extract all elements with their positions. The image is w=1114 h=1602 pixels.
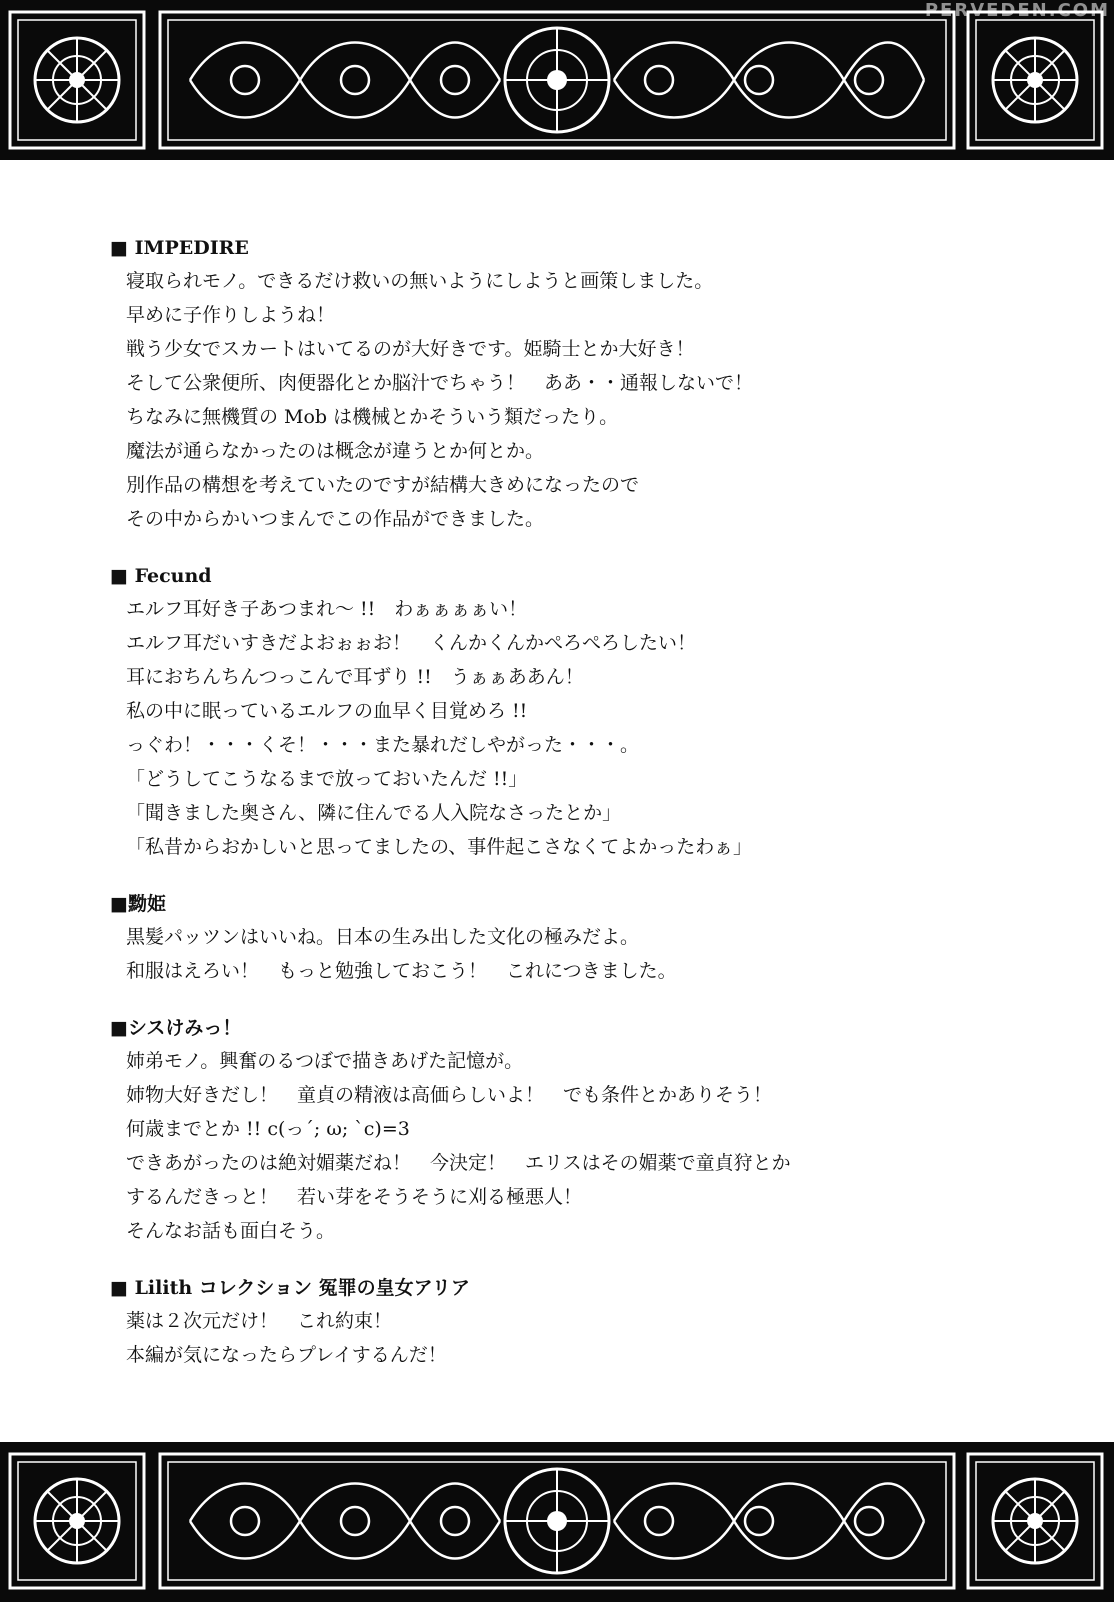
section-heading: ■ Fecund	[110, 565, 212, 587]
bottom-ornamental-border	[0, 1442, 1114, 1602]
text-line: 薬は２次元だけ！ これ約束！	[126, 1310, 393, 1332]
text-line: 耳におちんちんつっこんで耳ずり !! うぁぁああん！	[126, 666, 584, 688]
section-heading: ■シスけみっ！	[110, 1017, 242, 1039]
section-kurohime	[110, 888, 1010, 988]
top-ornamental-border	[0, 0, 1114, 160]
text-line: 寝取られモノ。できるだけ救いの無いようにしようと画策しました。	[126, 270, 714, 292]
text-line: 別作品の構想を考えていたのですが結構大きめになったので	[126, 474, 640, 496]
text-line: 早めに子作りしようね！	[126, 304, 336, 326]
text-line: っぐわ！・・・くそ！・・・また暴れだしやがった・・・。	[126, 734, 640, 756]
section-siskemi	[110, 1012, 1010, 1248]
text-line: 黒髪パッツンはいいね。日本の生み出した文化の極みだよ。	[126, 926, 640, 948]
section-heading: ■黝姫	[110, 893, 166, 915]
text-line: そんなお話も面白そう。	[126, 1220, 336, 1242]
ornament-pattern-bottom	[0, 1442, 1114, 1600]
text-line: できあがったのは絶対媚薬だね！ 今決定！ エリスはその媚薬で童貞狩とか	[126, 1152, 791, 1174]
text-line: 戦う少女でスカートはいてるのが大好きです。姫騎士とか大好き！	[126, 338, 695, 360]
section-impedire	[110, 232, 1010, 536]
section-heading: ■ IMPEDIRE	[110, 237, 249, 259]
ornament-pattern-top	[0, 0, 1114, 160]
text-line: 「私昔からおかしいと思ってましたの、事件起こさなくてよかったわぁ」	[126, 836, 753, 858]
section-lilith	[110, 1272, 1010, 1372]
watermark-text: PERVEDEN.COM	[924, 0, 1110, 21]
text-line: そして公衆便所、肉便器化とか脳汁でちゃう！ ああ・・通報しないで！	[126, 372, 754, 394]
text-line: 魔法が通らなかったのは概念が違うとか何とか。	[126, 440, 545, 462]
text-line: エルフ耳だいすきだよおぉぉお！ くんかくんかぺろぺろしたい！	[126, 632, 697, 654]
text-line: エルフ耳好き子あつまれ～ !! わぁぁぁぁい！	[126, 598, 528, 620]
text-line: 「どうしてこうなるまで放っておいたんだ !!」	[126, 768, 528, 790]
text-line: 姉物大好きだし！ 童貞の精液は高価らしいよ！ でも条件とかありそう！	[126, 1084, 773, 1106]
text-line: するんだきっと！ 若い芽をそうそうに刈る極悪人！	[126, 1186, 583, 1208]
text-line: 姉弟モノ。興奮のるつぼで描きあげた記憶が。	[126, 1050, 524, 1072]
text-line: ちなみに無機質の Mob は機械とかそういう類だったり。	[126, 406, 619, 428]
text-line: 和服はえろい！ もっと勉強しておこう！ これにつきました。	[126, 960, 677, 982]
notes-content	[110, 232, 1010, 1396]
section-fecund	[110, 560, 1010, 864]
text-line: 本編が気になったらプレイするんだ！	[126, 1344, 447, 1366]
text-line: 何歳までとか !! c(っ´; ω; `c)=3	[126, 1118, 410, 1140]
text-line: その中からかいつまんでこの作品ができました。	[126, 508, 545, 530]
section-heading: ■ Lilith コレクション 冤罪の皇女アリア	[110, 1277, 470, 1299]
text-line: 私の中に眠っているエルフの血早く目覚めろ !!	[126, 700, 528, 722]
text-line: 「聞きました奥さん、隣に住んでる人入院なさったとか」	[126, 802, 622, 824]
